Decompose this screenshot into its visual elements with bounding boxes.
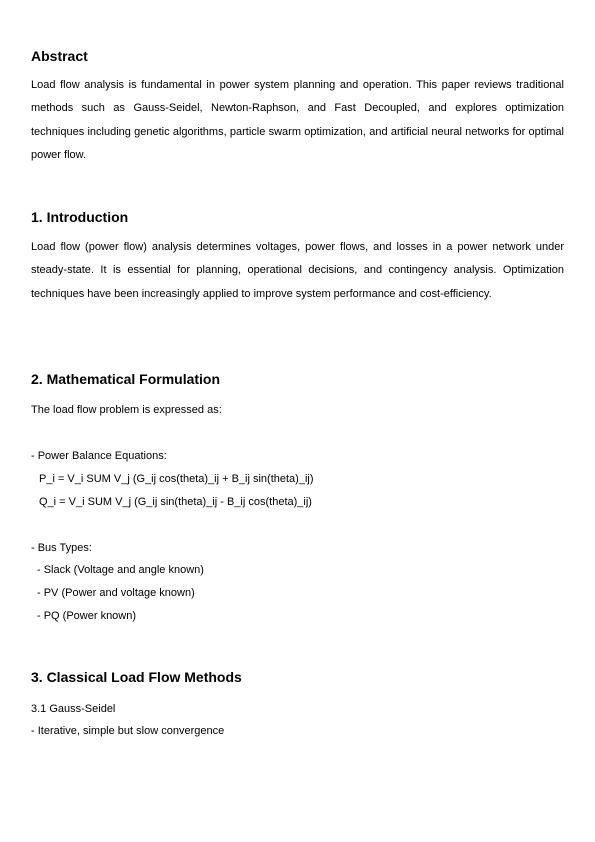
abstract-heading: Abstract bbox=[31, 48, 88, 64]
equation-p: P_i = V_i SUM V_j (G_ij cos(theta)_ij + B_ij sin(theta)_ij) bbox=[39, 473, 314, 485]
formulation-heading: 2. Mathematical Formulation bbox=[31, 371, 221, 387]
equation-q: Q_i = V_i SUM V_j (G_ij sin(theta)_ij - B_ij cos(theta)_ij) bbox=[39, 496, 312, 508]
gauss-seidel-bullet: - Iterative, simple but slow convergence bbox=[31, 725, 225, 737]
classical-heading: 3. Classical Load Flow Methods bbox=[31, 669, 242, 685]
introduction-heading: 1. Introduction bbox=[31, 209, 129, 225]
abstract-text: Load flow analysis is fundamental in power system planning and operation. This paper reviews traditional methods such as Gauss-Seidel, Newton-Raphson, and Fast Decoupled, and explores optimization techniques including genetic algorithms, particle swarm optimization, and artificial neural networks for optimal power flow. bbox=[31, 79, 564, 161]
bus-types-label: - Bus Types: bbox=[31, 542, 92, 554]
power-balance-label: - Power Balance Equations: bbox=[31, 450, 167, 462]
bus-type-slack: - Slack (Voltage and angle known) bbox=[37, 564, 204, 576]
gauss-seidel-subheading: 3.1 Gauss-Seidel bbox=[31, 703, 116, 715]
formulation-intro: The load flow problem is expressed as: bbox=[31, 404, 222, 416]
introduction-text: Load flow (power flow) analysis determines voltages, power flows, and losses in a power network under steady-state. It is essential for planning, operational decisions, and contingency analysis. Optimization techniques have been increasingly applied to improve system performance and cost-efficiency. bbox=[31, 241, 564, 300]
bus-type-pv: - PV (Power and voltage known) bbox=[37, 587, 195, 599]
bus-type-pq: - PQ (Power known) bbox=[37, 610, 137, 622]
